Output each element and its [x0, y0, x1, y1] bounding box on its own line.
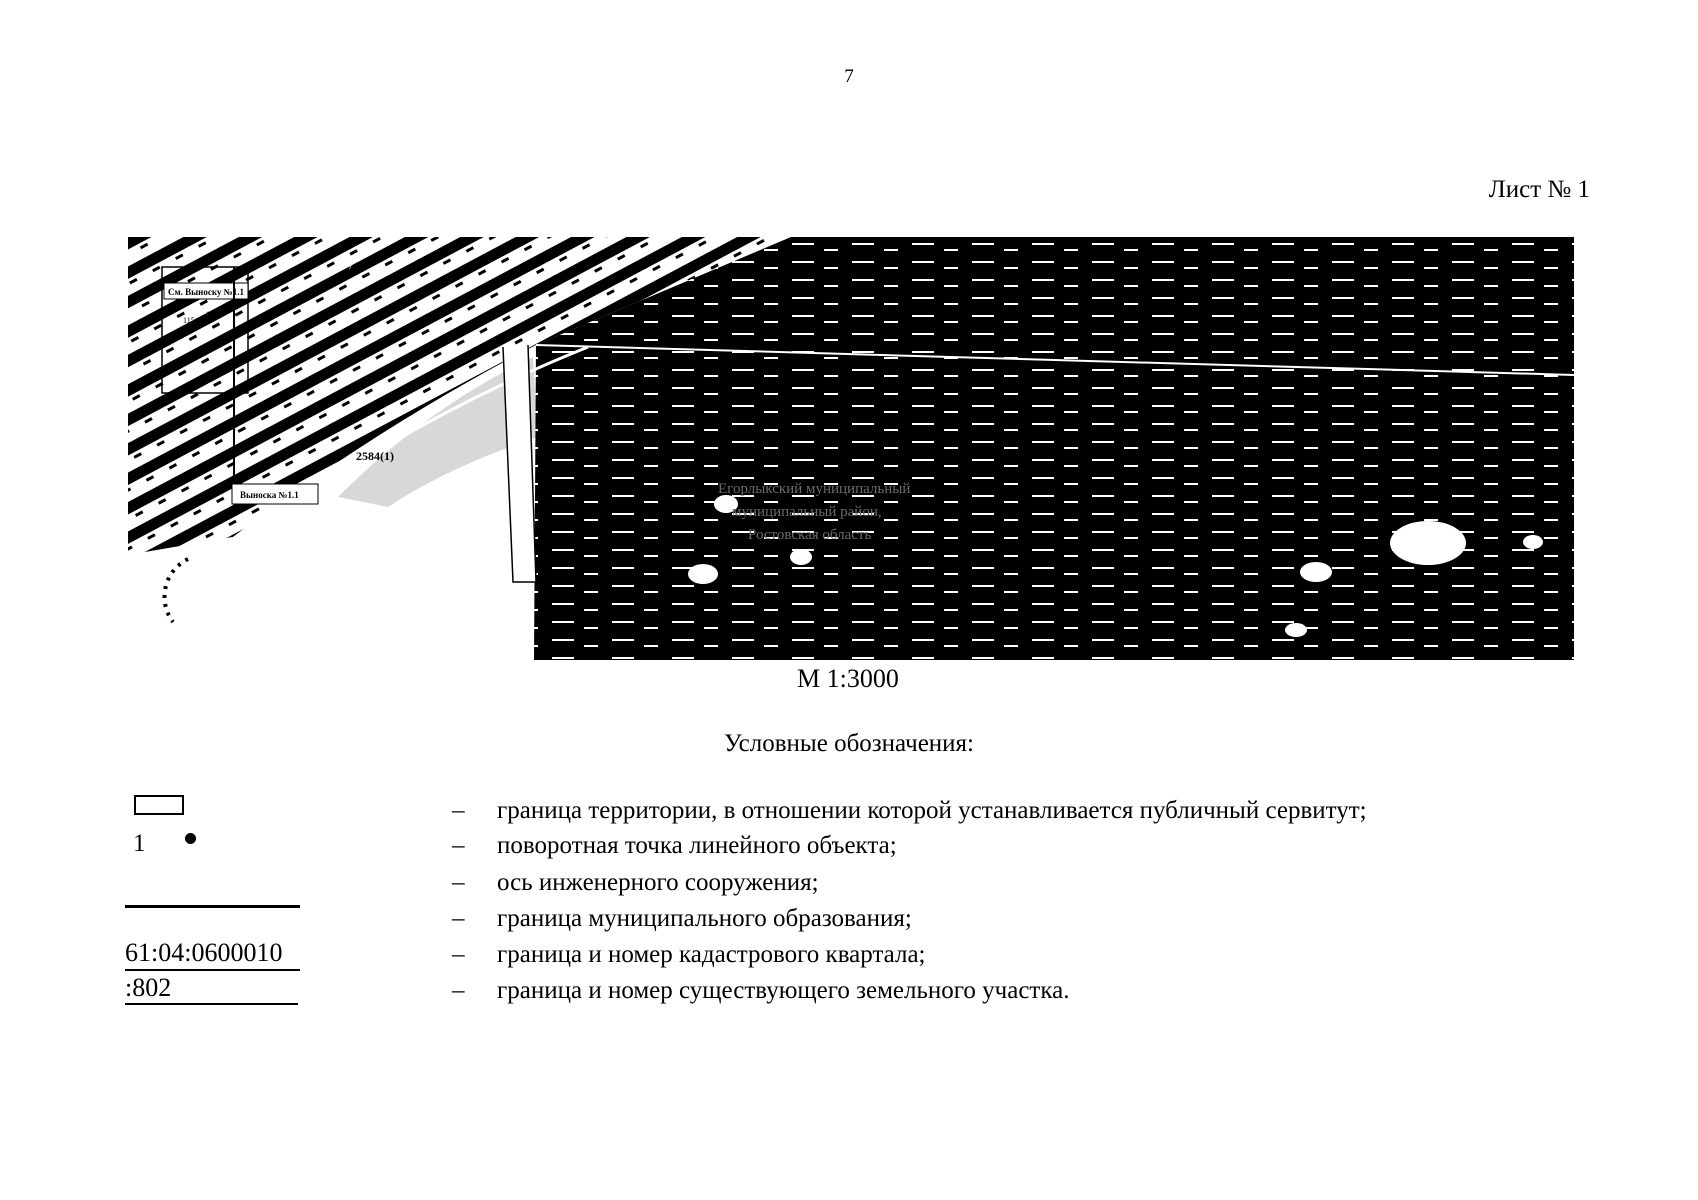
legend-symbol-parcel: :802 — [125, 973, 298, 1005]
legend-item — [0, 977, 1698, 1013]
legend-dash: – — [452, 797, 465, 824]
legend-item-text: граница и номер существующего земельного участка. — [497, 977, 1070, 1004]
map-blob — [1523, 535, 1543, 549]
overlay-line-3: Ростовская область — [748, 527, 872, 543]
map-blob — [790, 549, 812, 565]
legend-item-text: ось инженерного сооружения; — [497, 869, 819, 896]
map-blob — [1300, 562, 1332, 582]
legend-dash: – — [452, 832, 465, 859]
parcel-label: 2584(1) — [356, 449, 394, 463]
legend-item — [0, 869, 1698, 905]
callout-top-text: См. Выноску №1.1 — [168, 287, 244, 297]
overlay-line-1: Егорлыкский муниципальный — [718, 481, 911, 497]
legend-dash: – — [452, 905, 465, 932]
map-blob — [1390, 521, 1466, 565]
legend-item — [0, 832, 1698, 868]
map-blob — [688, 564, 718, 584]
legend-item-text: граница территории, в отношении которой устанавливается публичный сервитут; — [497, 797, 1367, 824]
legend-dash: – — [452, 977, 465, 1004]
map-blob — [1285, 623, 1307, 637]
page-number: 7 — [844, 66, 854, 87]
legend-title: Условные обозначения: — [723, 730, 975, 757]
overlay-line-2: муниципальный район, — [732, 504, 882, 520]
legend-item-text: граница муниципального образования; — [497, 905, 912, 932]
legend-item — [0, 797, 1698, 833]
legend-item — [0, 941, 1698, 977]
legend-symbol-cadastral-quarter: 61:04:0600010 — [125, 937, 300, 971]
legend-dash: – — [452, 941, 465, 968]
map-image — [128, 237, 1574, 660]
legend-item-text: граница и номер кадастрового квартала; — [497, 941, 926, 968]
map-dark-field — [534, 237, 1574, 660]
legend-dash: – — [452, 869, 465, 896]
sheet-label: Лист № 1 — [1488, 176, 1590, 203]
map-svg — [128, 237, 1574, 660]
point-label-116: 116 — [206, 310, 218, 319]
point-label-115: 115 — [183, 316, 195, 325]
legend-symbol-point-label: 1 — [133, 830, 146, 857]
legend-item — [0, 905, 1698, 941]
callout-bottom-text: Выноска №1.1 — [240, 490, 299, 500]
legend-item-text: поворотная точка линейного объекта; — [497, 832, 897, 859]
point-label-7: 7 — [348, 261, 353, 272]
map-scale: М 1:3000 — [797, 664, 899, 693]
